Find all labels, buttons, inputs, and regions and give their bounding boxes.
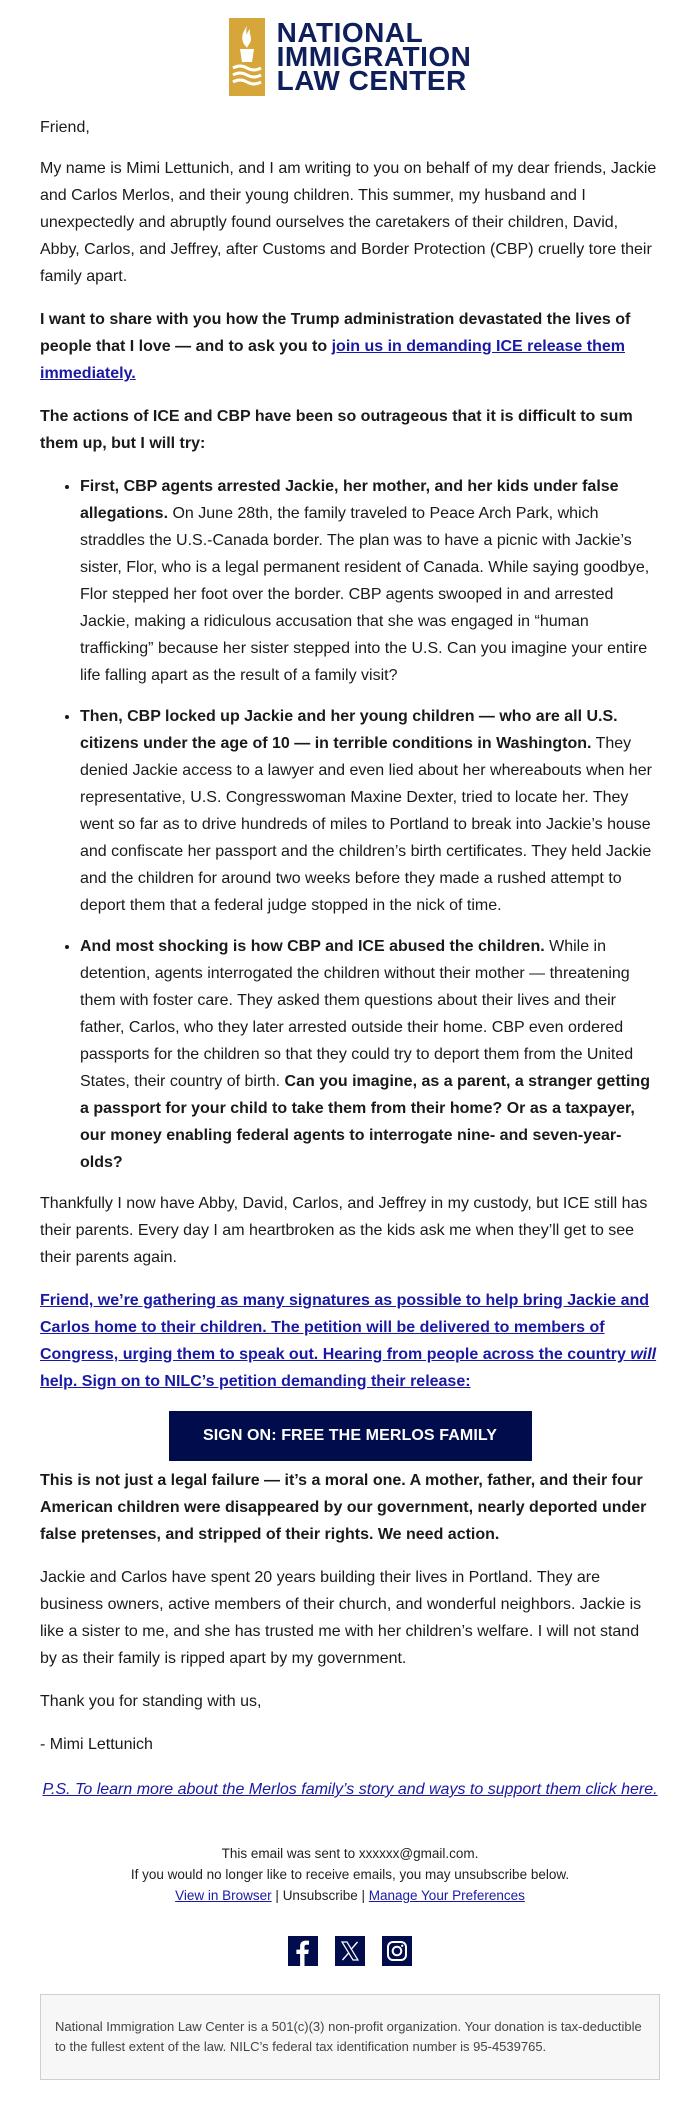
ps-paragraph (40, 1776, 660, 1803)
ps-link[interactable]: P.S. To learn more about the Merlos family’s story and ways to support them click here. (42, 1781, 658, 1798)
actions-intro: The actions of ICE and CBP have been so outrageous that it is difficult to sum them up, but I will try: (40, 408, 633, 452)
share-paragraph (40, 306, 660, 387)
separator: | (357, 1888, 369, 1903)
petition-paragraph (40, 1287, 660, 1395)
separator: | (271, 1888, 283, 1903)
x-link[interactable] (335, 1936, 365, 1966)
unsubscribe-note: If you would no longer like to receive emails, you may unsubscribe below. (130, 1867, 570, 1882)
petition-link[interactable] (40, 1292, 656, 1390)
email-body (40, 0, 660, 2110)
logo-line-1: NATIONAL (276, 17, 424, 48)
share-text: I want to share with you how the Trump administration devastated the lives of people that I love — and to ask you to (40, 311, 631, 355)
petition-text-italic: will (630, 1346, 657, 1363)
petition-text-2: help. Sign on to NILC’s petition demanding their release: (40, 1373, 471, 1390)
intro-paragraph: My name is Mimi Lettunich, and I am writing to you on behalf of my dear friends, Jackie and Carlos Merlos, and their young children. This summer, my husband and I unexpectedly and abruptly found ourselves the caretakers of their children, David, Abby, Carlos, and Jeffrey, after Customs and Border Protection (CBP) cruelly tore their family apart. (40, 160, 657, 285)
bullet-text: On June 28th, the family traveled to Peace Arch Park, which straddles the U.S.-Canada border. The plan was to have a picnic with Jackie’s sister, Flor, who is a legal permanent resident of Canada. While saying goodbye, Flor stepped her foot over the border. CBP agents swooped in and arrested Jackie, making a ridiculous accusation that she was engaged in “human trafficking” because her sister stepped into the U.S. Can you imagine your entire life falling apart as the result of a family visit? (80, 505, 650, 684)
bullet-bold: Then, CBP locked up Jackie and her young children — who are all U.S. citizens under the age of 10 — in terrible conditions in Washington. (80, 708, 618, 752)
logo-line-2: IMMIGRATION (276, 41, 472, 72)
logo-line-3: LAW CENTER (276, 65, 467, 96)
cta-container (40, 1411, 660, 1461)
footer-links (40, 1885, 660, 1906)
x-twitter-icon (335, 1936, 365, 1966)
instagram-link[interactable] (382, 1936, 412, 1966)
torch-waves-icon (229, 18, 265, 96)
facebook-link[interactable] (288, 1936, 318, 1966)
thanks-line: Thank you for standing with us, (40, 1693, 262, 1710)
bullet-text: While in detention, agents interrogated the children without their mother — threatening them with foster care. They asked them questions about their lives and their father, Carlos, who they later arrested outside their home. CBP even ordered passports for the children so that they could try to deport them from the United States, their country of birth. (80, 938, 634, 1090)
instagram-icon (382, 1936, 412, 1966)
sent-to-line: This email was sent to xxxxxx@gmail.com. (221, 1846, 479, 1861)
list-item (80, 473, 660, 689)
moral-paragraph: This is not just a legal failure — it’s a moral one. A mother, father, and their four American children were disappeared by our government, nearly deported under false pretenses, and stripped of their rights. We need action. (40, 1472, 647, 1543)
facebook-icon (288, 1936, 318, 1966)
manage-preferences-link[interactable]: Manage Your Preferences (368, 1888, 525, 1903)
greeting: Friend, (40, 119, 90, 136)
view-in-browser-link[interactable]: View in Browser (175, 1888, 272, 1903)
petition-text-1: Friend, we’re gathering as many signatures as possible to help bring Jackie and Carlos home to their children. The petition will be delivered to members of Congress, urging them to speak out. Hearing from people across the country (40, 1292, 650, 1363)
disclaimer-box: National Immigration Law Center is a 501(c)(3) non-profit organization. Your donation is tax-deductible to the fullest extent of the law. NILC’s federal tax identification number is 95-4539765. (40, 1994, 660, 2080)
signature: - Mimi Lettunich (40, 1736, 153, 1753)
portland-paragraph: Jackie and Carlos have spent 20 years building their lives in Portland. They are business owners, active members of their church, and wonderful neighbors. Jackie is like a sister to me, and she has trusted me with her children’s welfare. I will not stand by as their family is ripped apart by my government. (40, 1569, 642, 1667)
custody-paragraph: Thankfully I now have Abby, David, Carlos, and Jeffrey in my custody, but ICE still has their parents. Every day I am heartbroken as the kids ask me when they’ll get to see their parents again. (40, 1195, 648, 1266)
sign-on-button[interactable]: SIGN ON: FREE THE MERLOS FAMILY (169, 1411, 532, 1461)
demand-release-link[interactable]: join us in demanding ICE release them immediately. (40, 338, 625, 382)
list-item (80, 933, 660, 1176)
logo-wordmark (276, 17, 472, 96)
bullet-bold-question: Can you imagine, as a parent, a stranger getting a passport for your child to take them from their home? Or as a taxpayer, our money enabling federal agents to interrogate nine- and seven-year-olds? (80, 1073, 650, 1171)
bullet-text: They denied Jackie access to a lawyer and even lied about her whereabouts when her representative, U.S. Congresswoman Maxine Dexter, tried to locate her. They went so far as to drive hundreds of miles to Portland to break into Jackie’s house and confiscate her passport and the children’s birth certificates. They held Jackie and the children for around two weeks before they made a rushed attempt to deport them that a federal judge stopped in the nick of time. (80, 735, 652, 914)
bullet-bold: First, CBP agents arrested Jackie, her mother, and her kids under false allegations. (80, 478, 619, 522)
list-item (80, 703, 660, 919)
nilc-logo[interactable] (40, 0, 660, 110)
footer (40, 1843, 660, 1906)
actions-list (40, 473, 660, 1176)
unsubscribe-link[interactable]: Unsubscribe (282, 1888, 358, 1903)
bullet-bold: And most shocking is how CBP and ICE abused the children. (80, 938, 545, 955)
social-links (40, 1936, 660, 1966)
